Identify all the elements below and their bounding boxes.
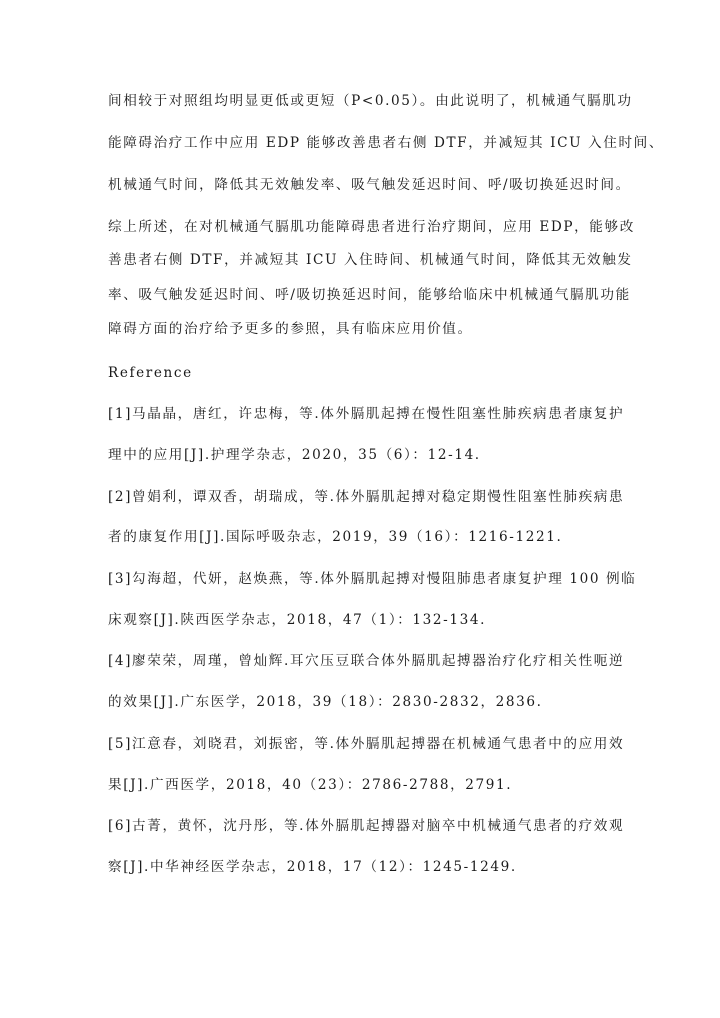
conclusion-text-line: 率、吸气触发延迟时间、呼/吸切换延迟时间，能够给临床中机械通气膈肌功能 xyxy=(108,287,631,303)
reference-item-3-cont: 床观察[J].陕西医学杂志，2018，47（1）：132-134. xyxy=(108,612,487,628)
conclusion-text-line: 综上所述，在对机械通气膈肌功能障碍患者进行治疗期间，应用 EDP，能够改 xyxy=(108,219,635,235)
reference-item-4-cont: 的效果[J].广东医学，2018，39（18）：2830-2832，2836. xyxy=(108,694,543,710)
reference-item-2-cont: 者的康复作用[J].国际呼吸杂志，2019，39（16）：1216-1221. xyxy=(108,529,563,545)
conclusion-text-line: 障碍方面的治疗给予更多的参照，具有临床应用价值。 xyxy=(108,321,473,337)
reference-item-4: [4]廖荣荣，周瑾，曾灿辉.耳穴压豆联合体外膈肌起搏器治疗化疗相关性呃逆 xyxy=(108,653,625,669)
reference-heading: Reference xyxy=(108,365,193,381)
reference-item-1: [1]马晶晶，唐红，许忠梅，等.体外膈肌起搏在慢性阻塞性肺疾病患者康复护 xyxy=(108,406,625,422)
body-text-line: 能障碍治疗工作中应用 EDP 能够改善患者右侧 DTF，并减短其 ICU 入住时间、 xyxy=(108,135,665,151)
conclusion-text-line: 善患者右侧 DTF，并减短其 ICU 入住時间、机械通气时间，降低其无效触发 xyxy=(108,252,633,268)
reference-item-3: [3]勾海超，代妍，赵焕燕，等.体外膈肌起搏对慢阻肺患者康复护理 100 例临 xyxy=(108,571,637,587)
reference-item-5: [5]江意春，刘晓君，刘振密，等.体外膈肌起搏器在机械通气患者中的应用效 xyxy=(108,736,625,752)
body-text-line: 机械通气时间，降低其无效触发率、吸气触发延迟时间、呼/吸切换延迟时间。 xyxy=(108,177,631,193)
reference-item-1-cont: 理中的应用[J].护理学杂志，2020，35（6）：12-14. xyxy=(108,447,481,463)
body-text-line: 间相较于对照组均明显更低或更短（P<0.05）。由此说明了，机械通气膈肌功 xyxy=(108,93,633,109)
reference-item-6: [6]古菁，黄怀，沈丹彤，等.体外膈肌起搏器对脑卒中机械通气患者的疗效观 xyxy=(108,818,625,834)
reference-item-2: [2]曾娟利，谭双香，胡瑞成，等.体外膈肌起搏对稳定期慢性阻塞性肺疾病患 xyxy=(108,489,625,505)
reference-item-5-cont: 果[J].广西医学，2018，40（23）：2786-2788，2791. xyxy=(108,777,513,793)
reference-item-6-cont: 察[J].中华神经医学杂志，2018，17（12）：1245-1249. xyxy=(108,859,517,875)
